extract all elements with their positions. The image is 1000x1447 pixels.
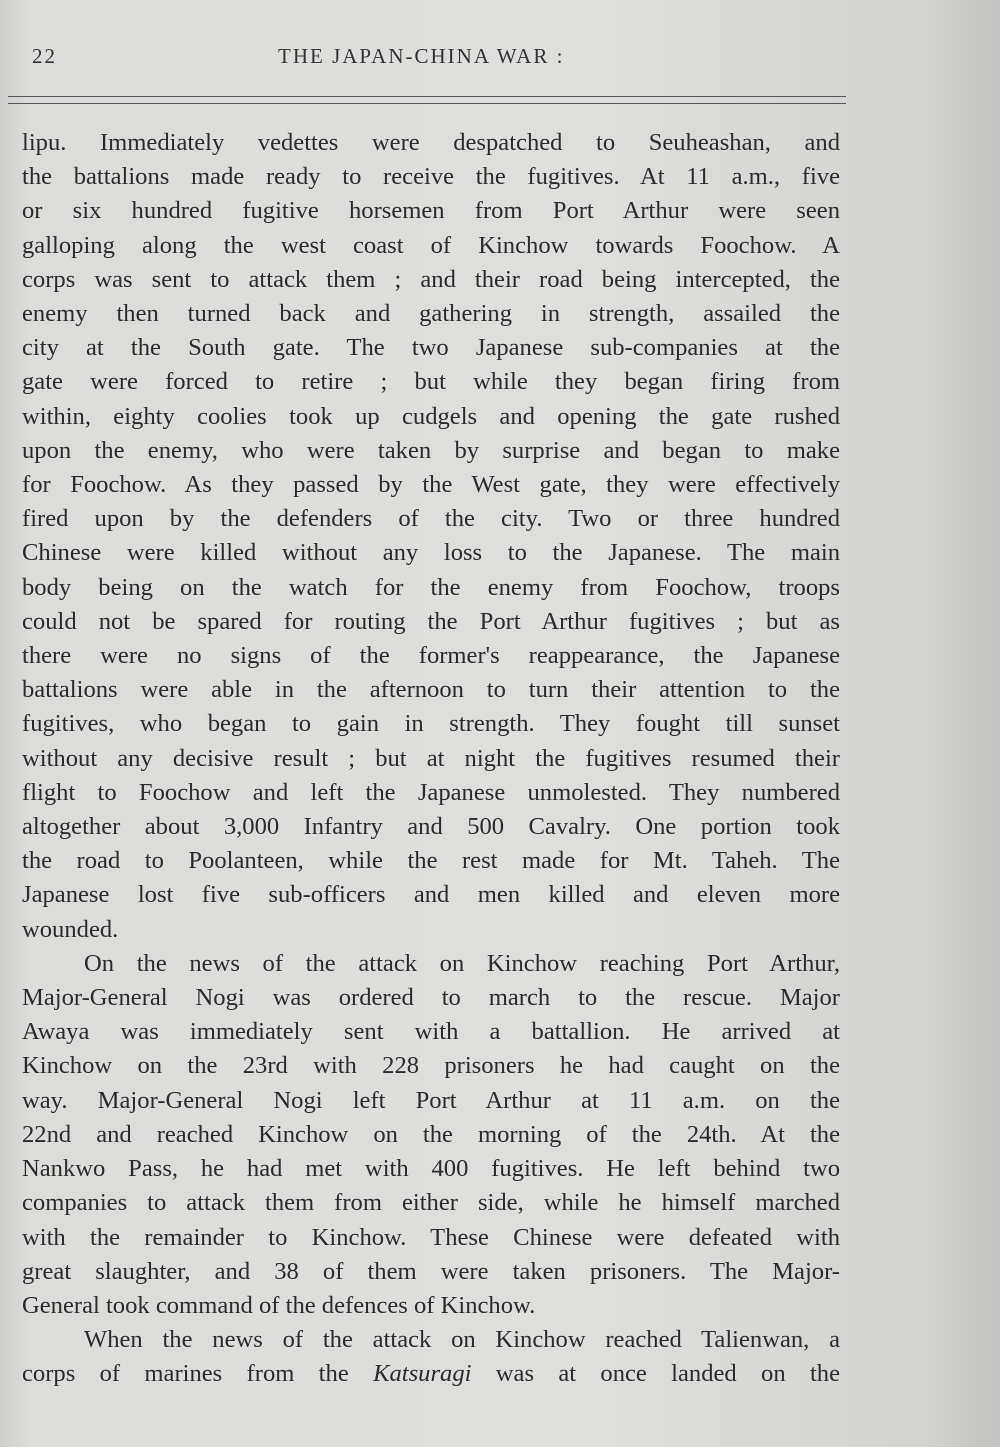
text-line: way. Major-General Nogi left Port Arthur at 11 a.m. on the [22,1086,840,1114]
text-line: altogether about 3,000 Infantry and 500 Cavalry. One portion took [22,813,840,841]
text-line: great slaughter, and 38 of them were taken prisoners. The Major- [22,1257,840,1285]
page-number: 22 [32,44,57,68]
text-fragment: was at once landed on the [471,1360,840,1388]
body-text [22,126,840,1392]
text-line: On the news of the attack on Kinchow reaching Port Arthur, [84,949,840,977]
text-fragment: corps of marines from the [22,1360,374,1388]
text-line: Chinese were killed without any loss to the Japanese. The main [22,539,840,567]
text-line: city at the South gate. The two Japanese sub-companies at the [22,334,840,362]
text-line: gate were forced to retire ; but while they began firing from [22,368,840,396]
text-line: flight to Foochow and left the Japanese unmolested. They numbered [22,778,840,806]
text-line: 22nd and reached Kinchow on the morning of the 24th. At the [22,1120,840,1148]
text-line: Nankwo Pass, he had met with 400 fugitives. He left behind two [22,1155,840,1183]
text-line: fired upon by the defenders of the city. Two or three hundred [22,505,840,533]
text-line: Japanese lost five sub-officers and men killed and eleven more [22,881,840,909]
text-line: within, eighty coolies took up cudgels and opening the gate rushed [22,402,840,430]
text-line-final [22,1357,840,1391]
text-line: galloping along the west coast of Kinchow towards Foochow. A [22,231,840,259]
text-line: for Foochow. As they passed by the West gate, they were effectively [22,471,840,499]
text-line: or six hundred fugitive horsemen from Port Arthur were seen [22,197,840,225]
text-line: with the remainder to Kinchow. These Chinese were defeated with [22,1223,840,1251]
ship-name: Katsuragi [373,1360,472,1388]
running-title: THE JAPAN-CHINA WAR : [278,44,565,68]
header-rule-top [8,96,846,97]
text-line: wounded. [22,915,119,943]
text-line: the road to Poolanteen, while the rest made for Mt. Taheh. The [22,847,840,875]
text-line: body being on the watch for the enemy from Foochow, troops [22,573,840,601]
text-line: Kinchow on the 23rd with 228 prisoners he had caught on the [22,1052,840,1080]
text-line: General took command of the defences of Kinchow. [22,1291,536,1319]
text-line: could not be spared for routing the Port Arthur fugitives ; but as [22,607,840,635]
text-line: there were no signs of the former's reappearance, the Japanese [22,642,840,670]
text-line: lipu. Immediately vedettes were despatched to Seuheashan, and [22,129,840,156]
text-line: upon the enemy, who were taken by surprise and began to make [22,436,840,464]
header-rule-bottom [8,103,846,104]
text-line: companies to attack them from either side, while he himself marched [22,1189,840,1217]
text-line: enemy then turned back and gathering in strength, assailed the [22,300,840,328]
text-line: Major-General Nogi was ordered to march to the rescue. Major [22,984,840,1012]
text-line: When the news of the attack on Kinchow reached Talienwan, a [84,1326,840,1354]
text-line: battalions were able in the afternoon to turn their attention to the [22,676,840,704]
text-line: Awaya was immediately sent with a battallion. He arrived at [22,1018,840,1046]
text-line: without any decisive result ; but at night the fugitives resumed their [22,744,840,772]
text-line: fugitives, who began to gain in strength. They fought till sunset [22,710,840,738]
text-line: corps was sent to attack them ; and their road being intercepted, the [22,265,840,293]
text-line: the battalions made ready to receive the fugitives. At 11 a.m., five [22,163,840,191]
